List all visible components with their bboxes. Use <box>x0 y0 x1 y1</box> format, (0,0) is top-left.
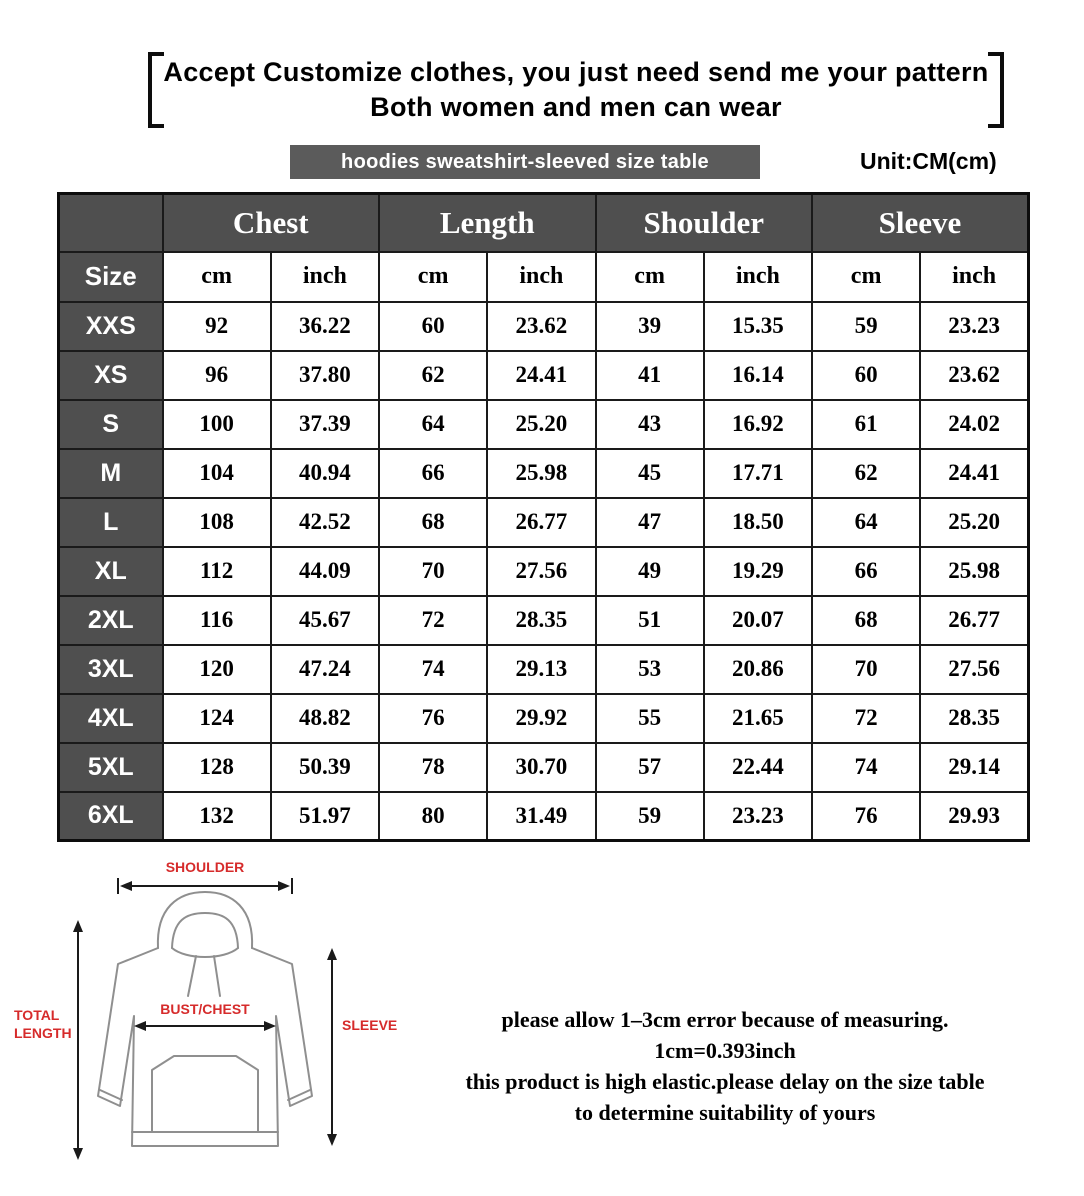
unit-header: cm <box>379 252 487 302</box>
hoodie-outline-drawing <box>98 892 312 1146</box>
size-row-l <box>59 498 1029 547</box>
header-line-2: Both women and men can wear <box>370 92 782 122</box>
measurement-value: 24.41 <box>487 351 595 400</box>
col-header-shoulder: Shoulder <box>596 194 813 252</box>
header-line-1: Accept Customize clothes, you just need send me your pattern <box>163 57 989 87</box>
size-column-header: Size <box>59 252 163 302</box>
measurement-value: 47 <box>596 498 704 547</box>
hood-inner <box>172 913 238 948</box>
unit-header: inch <box>920 252 1028 302</box>
measurement-value: 18.50 <box>704 498 812 547</box>
measurement-value: 29.14 <box>920 743 1028 792</box>
size-label: 3XL <box>59 645 163 694</box>
unit-label: Unit:CM(cm) <box>860 148 997 174</box>
measurement-value: 20.86 <box>704 645 812 694</box>
measurement-value: 24.02 <box>920 400 1028 449</box>
measurement-value: 80 <box>379 792 487 841</box>
measurement-value: 92 <box>163 302 271 351</box>
measurement-value: 124 <box>163 694 271 743</box>
size-row-xxs <box>59 302 1029 351</box>
size-row-m <box>59 449 1029 498</box>
measurement-value: 53 <box>596 645 704 694</box>
measurement-value: 43 <box>596 400 704 449</box>
measuring-notes <box>408 1004 1042 1128</box>
size-label: XS <box>59 351 163 400</box>
measurement-value: 20.07 <box>704 596 812 645</box>
size-label: XL <box>59 547 163 596</box>
measurement-value: 24.41 <box>920 449 1028 498</box>
measurement-value: 39 <box>596 302 704 351</box>
size-row-4xl <box>59 694 1029 743</box>
header-box <box>148 50 1004 130</box>
measurement-value: 72 <box>379 596 487 645</box>
measurement-value: 70 <box>812 645 920 694</box>
size-table-body <box>59 302 1029 841</box>
kangaroo-pocket <box>152 1056 258 1132</box>
measurement-value: 23.62 <box>920 351 1028 400</box>
measurement-value: 16.14 <box>704 351 812 400</box>
unit-header: inch <box>271 252 379 302</box>
col-header-chest: Chest <box>163 194 380 252</box>
body-and-sleeves <box>98 948 312 1146</box>
measurement-value: 68 <box>812 596 920 645</box>
measurement-value: 23.23 <box>704 792 812 841</box>
measurement-value: 23.23 <box>920 302 1028 351</box>
measurement-value: 16.92 <box>704 400 812 449</box>
hoodie-measurement-diagram <box>8 854 438 1184</box>
size-row-xs <box>59 351 1029 400</box>
measurement-value: 44.09 <box>271 547 379 596</box>
measurement-value: 74 <box>812 743 920 792</box>
measurement-value: 51 <box>596 596 704 645</box>
measurement-value: 104 <box>163 449 271 498</box>
size-row-5xl <box>59 743 1029 792</box>
total-length-measure-arrow <box>73 920 83 1160</box>
shoulder-label: SHOULDER <box>165 859 245 875</box>
measurement-value: 76 <box>379 694 487 743</box>
measurement-value: 31.49 <box>487 792 595 841</box>
size-label: L <box>59 498 163 547</box>
measurement-value: 57 <box>596 743 704 792</box>
corner-cell <box>59 194 163 252</box>
col-header-sleeve: Sleeve <box>812 194 1029 252</box>
measurement-value: 26.77 <box>487 498 595 547</box>
note-line-1: please allow 1–3cm error because of measuring. <box>501 1007 949 1032</box>
measurement-value: 66 <box>379 449 487 498</box>
measurement-value: 59 <box>812 302 920 351</box>
table-title-banner: hoodies sweatshirt-sleeved size table <box>290 145 760 179</box>
drawstring-right <box>214 956 220 996</box>
measurement-value: 42.52 <box>271 498 379 547</box>
measurement-value: 60 <box>812 351 920 400</box>
measurement-value: 15.35 <box>704 302 812 351</box>
measurement-value: 25.20 <box>487 400 595 449</box>
measurement-value: 28.35 <box>920 694 1028 743</box>
measurement-value: 29.93 <box>920 792 1028 841</box>
measurement-value: 26.77 <box>920 596 1028 645</box>
measurement-value: 47.24 <box>271 645 379 694</box>
size-label: M <box>59 449 163 498</box>
unit-header: cm <box>596 252 704 302</box>
measurement-value: 60 <box>379 302 487 351</box>
size-label: 5XL <box>59 743 163 792</box>
sleeve-measure-arrow <box>327 948 337 1146</box>
measurement-value: 25.98 <box>920 547 1028 596</box>
total-length-label-line2: LENGTH <box>14 1025 72 1041</box>
measurement-value: 50.39 <box>271 743 379 792</box>
size-table <box>57 192 1030 842</box>
measurement-value: 25.20 <box>920 498 1028 547</box>
drawstring-left <box>188 956 196 996</box>
measurement-value: 17.71 <box>704 449 812 498</box>
measurement-value: 37.39 <box>271 400 379 449</box>
measurement-value: 21.65 <box>704 694 812 743</box>
size-row-xl <box>59 547 1029 596</box>
measurement-value: 132 <box>163 792 271 841</box>
size-label: 2XL <box>59 596 163 645</box>
measurement-value: 41 <box>596 351 704 400</box>
measurement-value: 76 <box>812 792 920 841</box>
measurement-value: 19.29 <box>704 547 812 596</box>
measurement-value: 30.70 <box>487 743 595 792</box>
note-line-3: this product is high elastic.please delay on the size table <box>465 1069 985 1094</box>
total-length-label-line1: TOTAL <box>14 1007 60 1023</box>
unit-header: cm <box>812 252 920 302</box>
measurement-value: 59 <box>596 792 704 841</box>
col-header-length: Length <box>379 194 596 252</box>
measurement-value: 108 <box>163 498 271 547</box>
bust-chest-measure-arrow <box>134 1021 276 1031</box>
measurement-value: 40.94 <box>271 449 379 498</box>
size-label: 4XL <box>59 694 163 743</box>
measurement-value: 64 <box>379 400 487 449</box>
measurement-value: 37.80 <box>271 351 379 400</box>
measurement-value: 68 <box>379 498 487 547</box>
unit-header: inch <box>704 252 812 302</box>
measurement-value: 49 <box>596 547 704 596</box>
measurement-value: 128 <box>163 743 271 792</box>
measurement-value: 72 <box>812 694 920 743</box>
measurement-value: 78 <box>379 743 487 792</box>
measurement-value: 61 <box>812 400 920 449</box>
measurement-value: 29.92 <box>487 694 595 743</box>
measurement-value: 100 <box>163 400 271 449</box>
measurement-value: 116 <box>163 596 271 645</box>
neckline <box>172 948 238 957</box>
measurement-value: 25.98 <box>487 449 595 498</box>
measurement-value: 22.44 <box>704 743 812 792</box>
measurement-value: 23.62 <box>487 302 595 351</box>
measurement-value: 55 <box>596 694 704 743</box>
measurement-value: 112 <box>163 547 271 596</box>
measurement-value: 64 <box>812 498 920 547</box>
measurement-value: 27.56 <box>487 547 595 596</box>
unit-header: cm <box>163 252 271 302</box>
measurement-value: 70 <box>379 547 487 596</box>
size-label: XXS <box>59 302 163 351</box>
size-row-2xl <box>59 596 1029 645</box>
measurement-value: 29.13 <box>487 645 595 694</box>
sleeve-label: SLEEVE <box>342 1017 398 1033</box>
measurement-value: 62 <box>379 351 487 400</box>
size-row-3xl <box>59 645 1029 694</box>
note-line-2: 1cm=0.393inch <box>654 1038 796 1063</box>
measurement-value: 120 <box>163 645 271 694</box>
measurement-value: 27.56 <box>920 645 1028 694</box>
measurement-value: 36.22 <box>271 302 379 351</box>
right-bracket-decoration <box>988 52 1004 128</box>
left-bracket-decoration <box>148 52 164 128</box>
size-label: 6XL <box>59 792 163 841</box>
measurement-value: 62 <box>812 449 920 498</box>
group-header-row <box>59 194 1029 252</box>
measurement-value: 74 <box>379 645 487 694</box>
measurement-value: 66 <box>812 547 920 596</box>
bust-chest-label: BUST/CHEST <box>160 1001 250 1017</box>
measurement-value: 51.97 <box>271 792 379 841</box>
unit-header: inch <box>487 252 595 302</box>
measurement-value: 28.35 <box>487 596 595 645</box>
size-label: S <box>59 400 163 449</box>
unit-header-row <box>59 252 1029 302</box>
size-row-s <box>59 400 1029 449</box>
size-row-6xl <box>59 792 1029 841</box>
measurement-value: 45.67 <box>271 596 379 645</box>
measurement-value: 48.82 <box>271 694 379 743</box>
measurement-value: 96 <box>163 351 271 400</box>
note-line-4: to determine suitability of yours <box>574 1100 876 1125</box>
measurement-value: 45 <box>596 449 704 498</box>
